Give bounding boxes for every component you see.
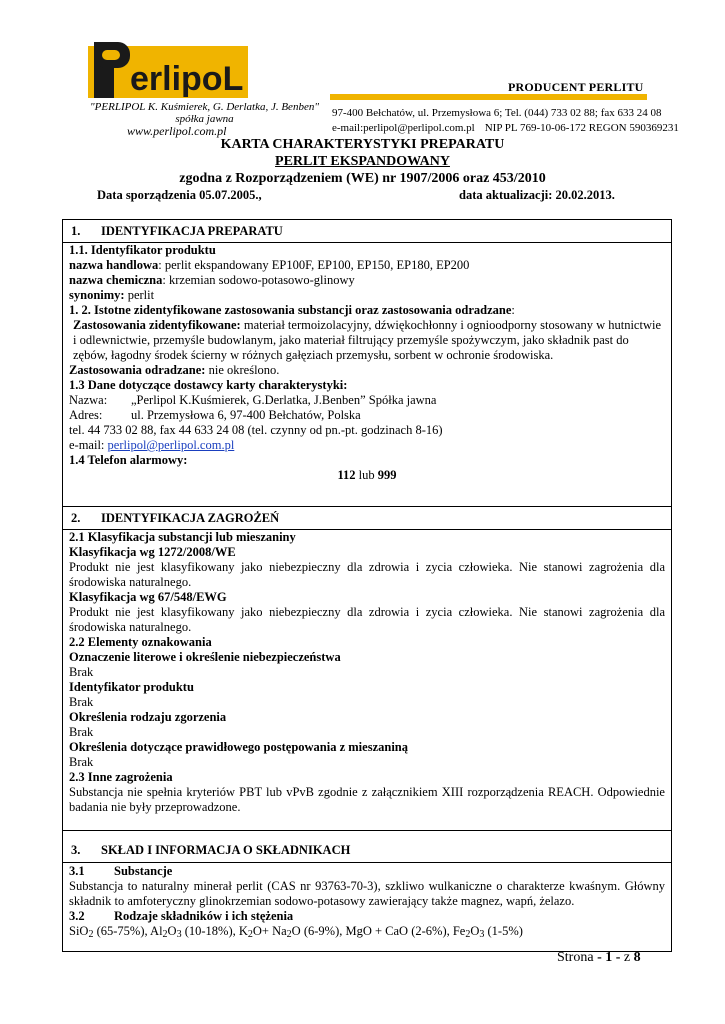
date-updated: data aktualizacji: 20.02.2013. <box>459 188 615 202</box>
company-email[interactable]: e-mail:perlipol@perlipol.com.pl <box>332 122 475 134</box>
composition-line: SiO$_2$ (65-75%), $Al_2O_3$ (10-18%), $K_2O+ Na_2O$ (6-9%), MgO + CaO (2-6%), $Fe_2O_3$ (1-5%) <box>69 924 523 940</box>
section-2-heading: 2. IDENTYFIKACJA ZAGROŻEŃ <box>71 511 280 525</box>
section-3-heading: 3. SKŁAD I INFORMACJA O SKŁADNIKACH <box>71 843 351 857</box>
date-created: Data sporządzenia 05.07.2005., <box>97 188 262 202</box>
chemical-name-row: nazwa chemiczna: krzemian sodowo-potasowo-glinowy <box>69 273 355 287</box>
safety-data-table <box>62 219 672 952</box>
company-contact <box>332 122 679 134</box>
divider <box>63 506 671 507</box>
supplier-name: Nazwa: „Perlipol K.Kuśmierek, G.Derlatka, J.Benben” Spółka jawna <box>69 393 437 407</box>
company-nip-regon: NIP PL 769-10-06-172 REGON 590369231 <box>484 122 679 134</box>
divider <box>63 830 671 831</box>
subsection-1-2-title: 1. 2. Istotne zidentyfikowane zastosowania substancji oraz zastosowania odradzane: <box>69 303 515 317</box>
supplier-address: Adres: ul. Przemysłowa 6, 97-400 Bełchatów, Polska <box>69 408 361 422</box>
section-2-body: 2.1 Klasyfikacja substancji lub mieszaniny Klasyfikacja wg 1272/2008/WE Produkt nie jest klasyfikowany jako niebezpieczny dla zdrowia i zycia człowieka. Nie stanowi zagrożenia dla środowiska naturalnego. Klasyfikacja wg 67/548/EWG Produkt nie jest klasyfikowany jako niebezpieczny dla zdrowia i zycia człowieka. Nie stanowi zagrożenia dla środowiska naturalnego. 2.2 Elementy oznakowania Oznaczenie literowe i określenie niebezpieczeństwa Brak Identyfikator produktu Brak Określenia rodzaju zgorzenia Brak Określenia dotyczące prawidłowego postępowania z mieszaniną Brak 2.3 Inne zagrożenia Substancja nie spełnia kryteriów PBT lub vPvB zgodnie z załącznikiem XIII rozporządzenia REACH. Odpowiednie badania nie były przeprowadzone. <box>69 530 665 814</box>
company-address: 97-400 Bełchatów, ul. Przemysłowa 6; Tel. (044) 733 02 88; fax 633 24 08 <box>332 107 662 119</box>
subsection-1-3-title: 1.3 Dane dotyczące dostawcy karty charakterystyki: <box>69 378 348 392</box>
section-1-heading: 1. IDENTYFIKACJA PREPARATU <box>71 224 283 238</box>
company-website[interactable]: www.perlipol.com.pl <box>127 124 227 138</box>
svg-text:erlipoL: erlipoL <box>130 60 244 98</box>
discouraged-uses: Zastosowania odradzane: nie określono. <box>69 363 280 377</box>
synonyms-row: synonimy: perlit <box>69 288 155 302</box>
producer-label: PRODUCENT PERLITU <box>508 80 644 94</box>
document-title: KARTA CHARAKTERYSTYKI PREPARATU <box>220 137 505 152</box>
subsection-1-4-title: 1.4 Telefon alarmowy: <box>69 453 188 467</box>
company-logo <box>88 40 248 102</box>
divider <box>63 862 671 863</box>
section-3-body: 3.1 Substancje Substancja to naturalny minerał perlit (CAS nr 93763-70-3), szkliwo wulkaniczne o charakterze kwaśnym. Główny składnik to amfoteryczny glinokrzemian sodowo-potasowy zawierający także magnez, wapń, żelazo. 3.2 Rodzaje składników i ich stężenia SiO$_2$ (65-75%), $Al_2O_3$ (10-18%), $K_2O+ Na_2O$ (6-9%), MgO + CaO (2-6%), $Fe_2O_3$ (1-5%) <box>69 864 665 940</box>
trade-name-row: nazwa handlowa: perlit ekspandowany EP100F, EP100, EP150, EP180, EP200 <box>69 258 470 272</box>
product-title: PERLIT EKSPANDOWANY <box>275 154 450 169</box>
alarm-numbers: 112 lub 999 <box>337 468 397 482</box>
header-rule <box>330 94 647 100</box>
supplier-email: e-mail: perlipol@perlipol.com.pl <box>69 438 235 452</box>
email-link[interactable]: perlipol@perlipol.com.pl <box>107 438 235 452</box>
section-1-body <box>69 243 665 483</box>
regulation-subtitle: zgodna z Rozporządzeniem (WE) nr 1907/2006 oraz 453/2010 <box>179 171 546 186</box>
subsection-1-1-title: 1.1. Identyfikator produktu <box>69 243 216 257</box>
company-legal-name: "PERLIPOL K. Kuśmierek, G. Derlatka, J. Benben" spółka jawna <box>90 101 319 125</box>
identified-uses: Zastosowania zidentyfikowane: materiał termoizolacyjny, dźwiękochłonny i ognioodporny stosowany w hutnictwie i odlewnictwie, przemyśle budowlanym, jako materiał filtrujący przemyśle spożywczym, jako składnik past do zębów, łagodny środek ścierny w różnych gałęziach przemysłu, sorbent w ochronie środowiska. <box>73 318 661 362</box>
supplier-phone: tel. 44 733 02 88, fax 44 633 24 08 (tel. czynny od pn.-pt. godzinach 8-16) <box>69 423 443 437</box>
page-number: Strona - 1 - z 8 <box>557 950 641 965</box>
